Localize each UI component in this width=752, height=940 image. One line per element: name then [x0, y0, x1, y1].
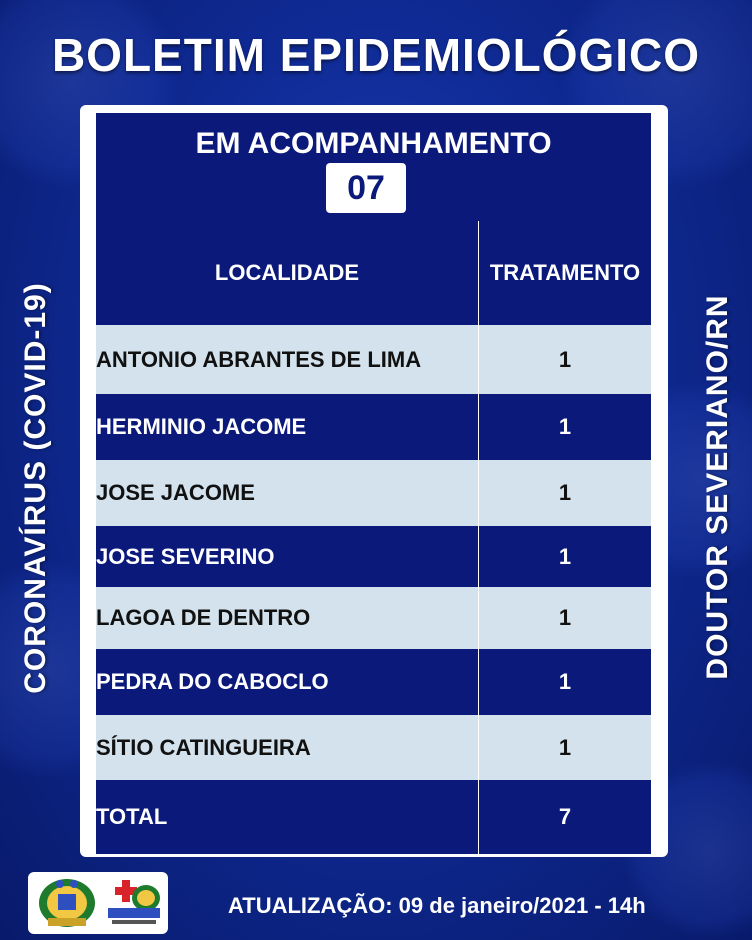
monitoring-count: 07 — [326, 163, 406, 213]
table-row — [96, 460, 651, 526]
side-label-left: CORONAVÍRUS (COVID-19) — [19, 282, 52, 694]
table-header-row — [96, 221, 651, 325]
column-header-treatment: TRATAMENTO — [489, 260, 641, 285]
locality-name: HERMINIO JACOME — [96, 394, 479, 460]
column-header-locality: LOCALIDADE — [96, 221, 479, 325]
table-row — [96, 715, 651, 780]
treatment-count: 1 — [558, 543, 572, 569]
treatment-count: 1 — [558, 734, 572, 760]
locality-table — [96, 221, 651, 854]
table-row — [96, 325, 651, 394]
treatment-count: 1 — [558, 605, 572, 630]
treatment-count: 1 — [558, 414, 572, 439]
locality-name: ANTONIO ABRANTES DE LIMA — [96, 325, 479, 394]
table-row — [96, 526, 651, 587]
locality-name: SÍTIO CATINGUEIRA — [96, 715, 479, 780]
side-label-right: DOUTOR SEVERIANO/RN — [701, 294, 734, 680]
bulletin-card — [80, 105, 668, 857]
table-total-row — [96, 780, 651, 854]
municipal-crest-logo — [36, 876, 98, 930]
table-row — [96, 649, 651, 715]
treatment-count: 1 — [558, 346, 572, 372]
total-label: TOTAL — [96, 780, 479, 854]
locality-name: JOSE JACOME — [96, 460, 479, 526]
page-title: BOLETIM EPIDEMIOLÓGICO — [51, 29, 701, 81]
table-row — [96, 587, 651, 649]
locality-name: JOSE SEVERINO — [96, 526, 479, 587]
table-row — [96, 394, 651, 460]
health-secretariat-logo — [104, 876, 164, 930]
total-count: 7 — [558, 804, 572, 829]
treatment-count: 1 — [558, 480, 572, 505]
locality-name: PEDRA DO CABOCLO — [96, 649, 479, 715]
monitoring-title: EM ACOMPANHAMENTO — [195, 127, 552, 160]
locality-name: LAGOA DE DENTRO — [96, 587, 479, 649]
treatment-count: 1 — [558, 669, 572, 694]
footer-logos — [28, 872, 168, 934]
update-timestamp: ATUALIZAÇÃO: 09 de janeiro/2021 - 14h — [228, 893, 646, 918]
